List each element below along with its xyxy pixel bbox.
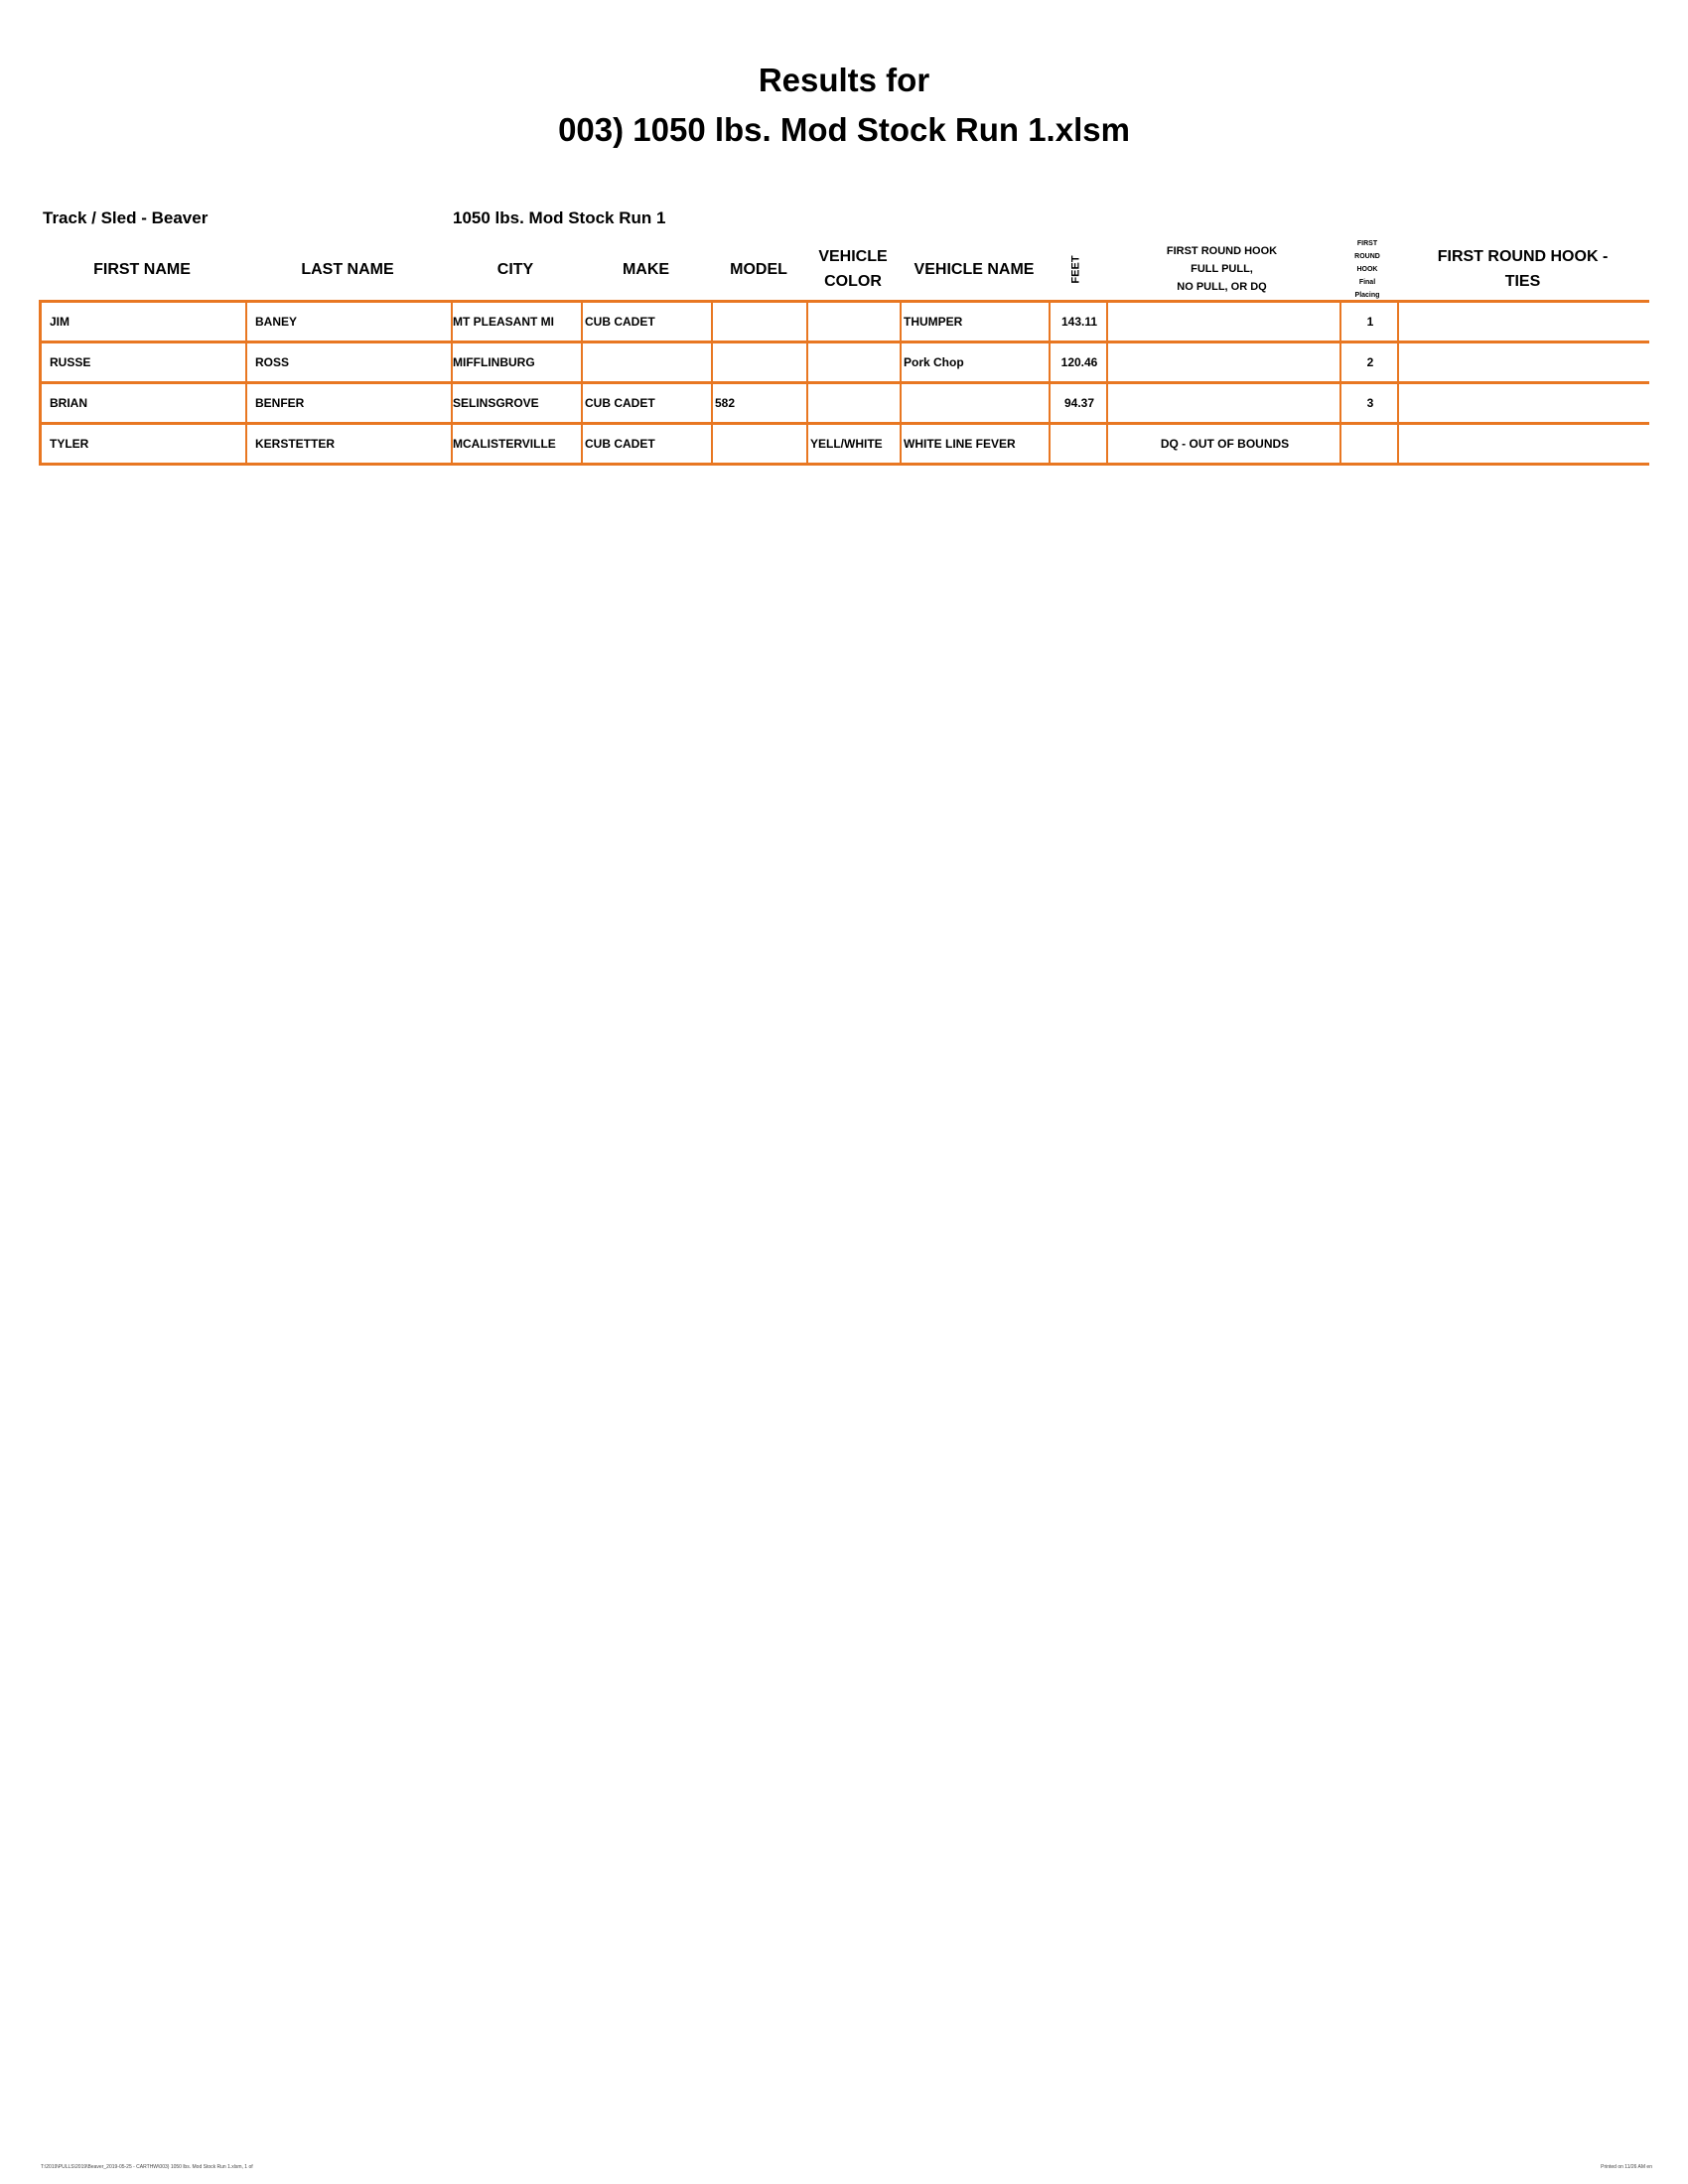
header-last-name: LAST NAME: [301, 260, 394, 278]
header-make: MAKE: [622, 260, 670, 278]
cell-vehicle-color: YELL/WHITE: [810, 437, 883, 451]
header-first-round-hook: FIRST ROUND HOOK FULL PULL, NO PULL, OR DQ: [1166, 245, 1278, 293]
cell-feet: [1051, 425, 1108, 463]
cell-hook-result: [1108, 384, 1341, 422]
page-title-line2: 003) 1050 lbs. Mod Stock Run 1.xlsm: [558, 111, 1130, 148]
cell-feet: 94.37: [1063, 396, 1095, 410]
cell-hook-result: [1108, 303, 1341, 341]
cell-model: [713, 425, 808, 463]
cell-vehicle-color: [808, 343, 902, 381]
cell-model: [713, 343, 808, 381]
cell-model: [713, 303, 808, 341]
cell-make: [583, 343, 713, 381]
table-row: [39, 384, 1649, 425]
cell-vehicle-name: WHITE LINE FEVER: [904, 437, 1016, 451]
cell-first-name: TYLER: [50, 437, 89, 451]
header-model: MODEL: [730, 260, 787, 278]
cell-city: MIFFLINBURG: [453, 355, 535, 369]
cell-vehicle-name: [902, 384, 1051, 422]
cell-last-name: ROSS: [255, 355, 290, 369]
class-label: 1050 lbs. Mod Stock Run 1: [453, 208, 666, 227]
cell-ties: [1399, 425, 1652, 463]
cell-vehicle-color: [808, 303, 902, 341]
track-label: Track / Sled - Beaver: [43, 208, 209, 227]
cell-final-placing: 3: [1366, 396, 1374, 410]
cell-make: CUB CADET: [585, 315, 655, 329]
cell-vehicle-name: Pork Chop: [904, 355, 964, 369]
page-title-line1: Results for: [758, 62, 930, 98]
table-row: [39, 425, 1649, 466]
cell-first-name: RUSSE: [50, 355, 91, 369]
cell-feet: 143.11: [1060, 315, 1098, 329]
cell-final-placing: 2: [1366, 355, 1374, 369]
cell-city: MT PLEASANT MI: [453, 315, 554, 329]
cell-hook-result: [1108, 343, 1341, 381]
cell-final-placing: [1341, 425, 1399, 463]
header-city: CITY: [496, 260, 534, 278]
table-row: [39, 343, 1649, 384]
header-final-placing: FIRST ROUND HOOK Final Placing: [1354, 239, 1380, 299]
cell-ties: [1399, 384, 1652, 422]
cell-feet: 120.46: [1060, 355, 1098, 369]
cell-city: MCALISTERVILLE: [453, 437, 556, 451]
cell-model: 582: [715, 396, 736, 410]
table-row: [39, 300, 1649, 343]
cell-make: CUB CADET: [585, 396, 655, 410]
header-first-name: FIRST NAME: [93, 260, 191, 278]
cell-ties: [1399, 303, 1652, 341]
cell-city: SELINSGROVE: [453, 396, 539, 410]
cell-final-placing: 1: [1366, 315, 1374, 329]
header-vehicle-color: VEHICLE COLOR: [818, 248, 888, 290]
cell-ties: [1399, 343, 1652, 381]
cell-make: CUB CADET: [585, 437, 655, 451]
cell-vehicle-color: [808, 384, 902, 422]
header-feet: FEET: [1070, 254, 1082, 284]
footer-printed-on: Printed on 11/26 AM en: [1601, 2164, 1652, 2170]
cell-vehicle-name: THUMPER: [904, 315, 963, 329]
cell-hook-result: DQ - OUT OF BOUNDS: [1160, 437, 1290, 451]
cell-last-name: KERSTETTER: [255, 437, 336, 451]
footer-file-path: T:\2019\PULLS\2019\Beaver_2019-05-25 - CARTHW\003) 1050 lbs. Mod Stock Run 1.xlsm, 1 of: [41, 2164, 253, 2170]
header-vehicle-name: VEHICLE NAME: [914, 260, 1035, 278]
header-ties: FIRST ROUND HOOK - TIES: [1437, 248, 1609, 290]
cell-first-name: BRIAN: [50, 396, 87, 410]
cell-last-name: BENFER: [255, 396, 305, 410]
results-table: [39, 300, 1649, 466]
cell-last-name: BANEY: [255, 315, 298, 329]
cell-first-name: JIM: [50, 315, 70, 329]
